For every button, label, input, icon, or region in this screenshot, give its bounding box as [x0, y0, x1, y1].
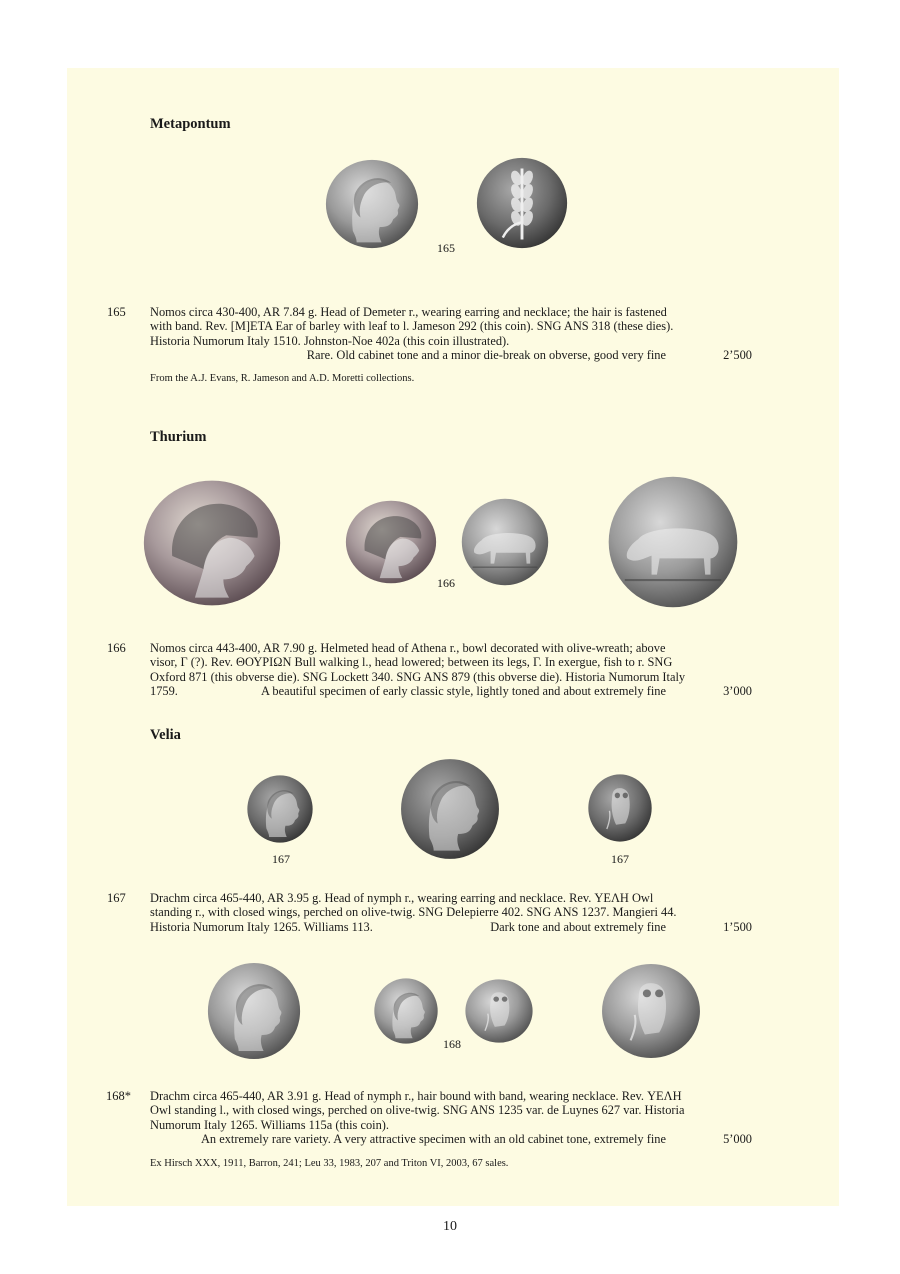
description-line-start: Historia Numorum Italy 1265. Williams 113. — [150, 919, 373, 934]
lot-number: 165 — [107, 305, 126, 319]
lot-valuation — [150, 920, 752, 934]
description-line: Numorum Italy 1265. Williams 115a (this coin). — [150, 1117, 390, 1132]
lot-price: 2’500 — [723, 347, 752, 362]
lot-valuation — [150, 348, 752, 362]
condition-note: An extremely rare variety. A very attractive specimen with an old cabinet tone, extremely fine — [200, 1131, 666, 1146]
coin-image — [600, 962, 702, 1060]
barley-ear-icon — [474, 155, 570, 251]
lot-description — [150, 891, 752, 934]
bull-icon — [606, 474, 740, 610]
owl-icon — [600, 962, 702, 1060]
provenance-note: From the A.J. Evans, R. Jameson and A.D. Moretti collections. — [150, 373, 415, 384]
figure-label: 167 — [611, 852, 629, 866]
description-line: Oxford 871 (this obverse die). SNG Lockett 340. SNG ANS 879 (this obverse die). Historia Numorum Italy — [150, 669, 686, 684]
section-heading-metapontum: Metapontum — [150, 116, 231, 132]
lot-valuation — [150, 684, 752, 698]
coin-image — [141, 478, 283, 608]
coin-image — [464, 978, 534, 1044]
figure-label: 165 — [437, 241, 455, 255]
lot-valuation — [150, 1132, 752, 1146]
page-number: 10 — [443, 1219, 457, 1234]
lot-number: 167 — [107, 891, 126, 905]
description-line: Drachm circa 465-440, AR 3.95 g. Head of nymph r., wearing earring and necklace. Rev. ΥΕΛΗ Owl — [150, 891, 654, 905]
description-line: with band. Rev. [M]ETA Ear of barley with leaf to l. Jameson 292 (this coin). SNG ANS 318 (these dies). — [150, 319, 674, 334]
coin-image — [344, 499, 438, 585]
lot-description — [150, 305, 752, 362]
bull-icon — [460, 497, 550, 587]
condition-note: A beautiful specimen of early classic style, lightly toned and about extremely fine — [261, 683, 666, 698]
condition-note: Dark tone and about extremely fine — [490, 919, 666, 934]
description-line-start: 1759. — [150, 683, 178, 698]
provenance-note: Ex Hirsch XXX, 1911, Barron, 241; Leu 33, 1983, 207 and Triton VI, 2003, 67 sales. — [150, 1158, 509, 1169]
lot-number: 168* — [106, 1089, 131, 1103]
demeter-head-icon — [324, 156, 420, 252]
lot-price: 5’000 — [723, 1131, 752, 1146]
nymph-head-icon — [206, 961, 302, 1061]
lot-description — [150, 1089, 752, 1146]
figure-label: 166 — [437, 576, 455, 590]
athena-head-icon — [344, 499, 438, 585]
lot-description — [150, 641, 752, 698]
catalogue-panel — [67, 68, 839, 1206]
nymph-head-icon — [399, 757, 501, 861]
owl-icon — [587, 773, 653, 843]
coin-image — [399, 757, 501, 861]
owl-icon — [464, 978, 534, 1044]
nymph-head-icon — [246, 774, 314, 844]
athena-head-icon — [141, 478, 283, 608]
description-line: Nomos circa 443-400, AR 7.90 g. Helmeted head of Athena r., bowl decorated with olive-wreath; above — [150, 641, 666, 655]
lot-price: 3’000 — [723, 683, 752, 698]
coin-image — [587, 773, 653, 843]
coin-image — [460, 497, 550, 587]
figure-label: 167 — [272, 852, 290, 866]
lot-number: 166 — [107, 641, 126, 655]
section-heading-velia: Velia — [150, 727, 181, 743]
section-heading-thurium: Thurium — [150, 429, 207, 445]
coin-image — [474, 155, 570, 251]
description-line: standing r., with closed wings, perched on olive-twig. SNG Delepierre 402. SNG ANS 1237. Mangieri 44. — [150, 905, 677, 920]
coin-image — [606, 474, 740, 610]
coin-image — [206, 961, 302, 1061]
nymph-head-icon — [373, 977, 439, 1045]
figure-label: 168 — [443, 1037, 461, 1051]
condition-note: Rare. Old cabinet tone and a minor die-break on obverse, good very fine — [306, 347, 666, 362]
coin-image — [324, 156, 420, 252]
lot-price: 1’500 — [723, 919, 752, 934]
description-line: visor, Γ (?). Rev. ΘΟΥΡΙΩΝ Bull walking l., head lowered; between its legs, Γ. In exergue, fish to r. SNG — [150, 655, 673, 670]
description-line: Drachm circa 465-440, AR 3.91 g. Head of nymph r., hair bound with band, wearing necklace. Rev. ΥΕΛΗ — [150, 1089, 682, 1103]
description-line: Owl standing l., with closed wings, perched on olive-twig. SNG ANS 1235 var. de Luynes 627 var. Historia — [150, 1103, 685, 1118]
description-line: Nomos circa 430-400, AR 7.84 g. Head of Demeter r., wearing earring and necklace; the hair is fastened — [150, 305, 667, 319]
coin-image — [246, 774, 314, 844]
description-line: Historia Numorum Italy 1510. Johnston-Noe 402a (this coin illustrated). — [150, 333, 510, 348]
coin-image — [373, 977, 439, 1045]
